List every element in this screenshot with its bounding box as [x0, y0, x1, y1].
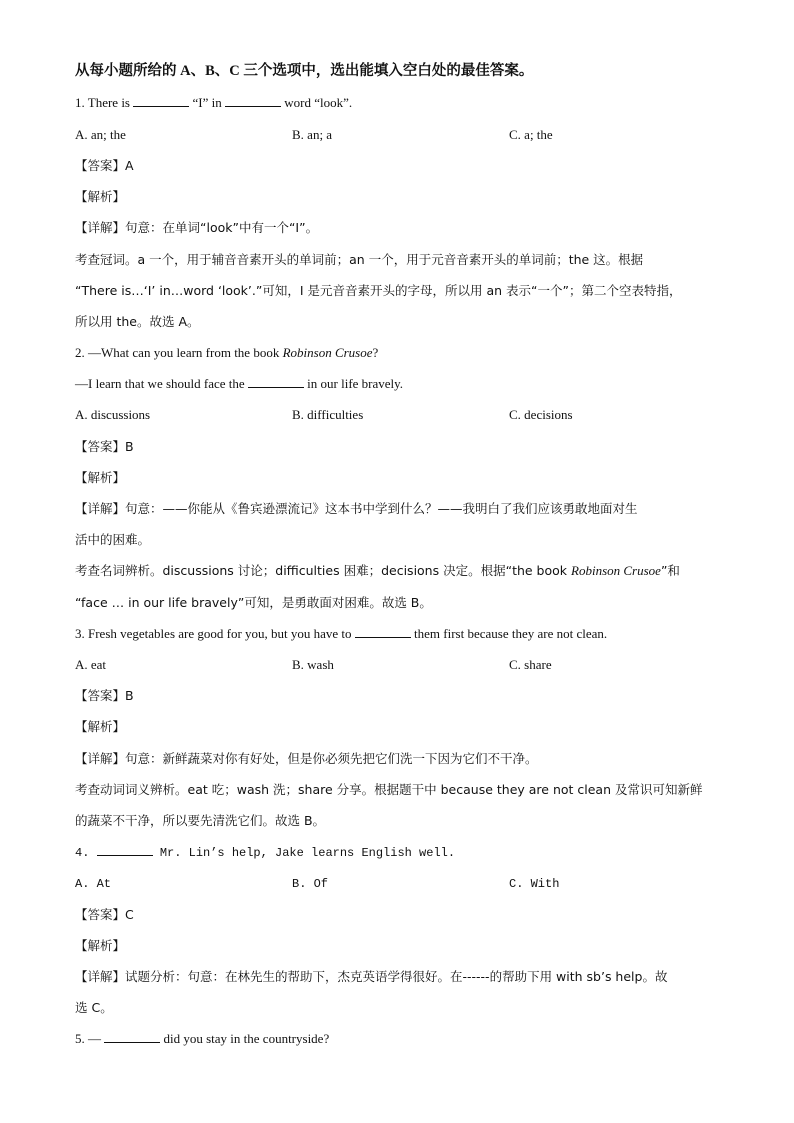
question-1 — [75, 94, 352, 112]
question-2-detail-line: 【详解】句意：——你能从《鲁宾逊漂流记》这本书中学到什么？——我明白了我们应该勇敢地面对生 — [75, 501, 638, 516]
question-2-option-a: A. discussions — [75, 407, 151, 422]
question-4-text-a: 4. — [75, 846, 90, 860]
answer-blank — [355, 625, 411, 638]
detail-text: ”和 — [660, 563, 680, 578]
question-1-option-c: C. a; the — [509, 127, 553, 142]
question-3-analysis-label: 【解析】 — [75, 719, 126, 734]
question-4-option-a: A. At — [75, 877, 112, 891]
answer-blank — [133, 94, 189, 107]
question-3-option-b: B. wash — [292, 657, 334, 672]
book-title: Robinson Crusoe — [282, 345, 373, 360]
question-1-option-b: B. an; a — [292, 127, 333, 142]
question-3-detail-line: 的蔬菜不干净，所以要先清洗它们。故选 B。 — [75, 813, 326, 828]
question-5 — [75, 1030, 329, 1048]
question-1-text-c: word “look”. — [284, 95, 353, 110]
question-4-option-c: C. With — [509, 877, 560, 891]
question-3-answer: 【答案】B — [75, 688, 134, 703]
question-2 — [75, 344, 378, 362]
question-2-detail-line: “face … in our life bravely”可知，是勇敢面对困难。故选 B。 — [75, 595, 432, 610]
question-2-detail-line — [75, 562, 680, 580]
question-4-detail-line: 选 C。 — [75, 1000, 113, 1015]
question-3-detail-line: 考查动词词义辨析。eat 吃；wash 洗；share 分享。根据题干中 because they are not clean 及常识可知新鲜 — [75, 782, 703, 797]
question-2-response-a: —I learn that we should face the — [75, 376, 245, 391]
answer-blank — [225, 94, 281, 107]
question-3-option-a: A. eat — [75, 657, 107, 672]
question-2-response-b: in our life bravely. — [307, 376, 404, 391]
book-title: Robinson Crusoe — [571, 563, 661, 578]
question-2-answer: 【答案】B — [75, 439, 134, 454]
question-1-detail-line: 【详解】句意：在单词“look”中有一个“I”。 — [75, 220, 319, 235]
question-2-response — [75, 375, 403, 393]
question-5-text-a: 5. — — [75, 1031, 101, 1046]
section-instruction: 从每小题所给的 A、B、C 三个选项中，选出能填入空白处的最佳答案。 — [75, 63, 534, 79]
answer-blank — [104, 1030, 160, 1043]
question-1-text-a: 1. There is — [75, 95, 130, 110]
question-1-detail-line: 所以用 the。故选 A。 — [75, 314, 200, 329]
question-4-detail-line: 【详解】试题分析：句意：在林先生的帮助下，杰克英语学得很好。在------的帮助下用 with sb’s help。故 — [75, 969, 668, 984]
question-1-option-a: A. an; the — [75, 127, 126, 142]
question-1-analysis-label: 【解析】 — [75, 189, 126, 204]
question-3 — [75, 625, 607, 643]
question-1-text-b: “I” in — [192, 95, 222, 110]
question-2-detail-line: 活中的困难。 — [75, 532, 151, 547]
answer-blank — [248, 375, 304, 388]
question-4-option-b: B. Of — [292, 877, 329, 891]
question-4-answer: 【答案】C — [75, 907, 134, 922]
question-5-text-b: did you stay in the countryside? — [163, 1031, 330, 1046]
question-3-detail-line: 【详解】句意：新鲜蔬菜对你有好处，但是你必须先把它们洗一下因为它们不干净。 — [75, 751, 538, 766]
question-4-text-b: Mr. Lin’s help, Jake learns English well. — [159, 846, 456, 860]
detail-text: 考查名词辨析。discussions 讨论；difficulties 困难；decisions 决定。根据“the book — [75, 563, 568, 578]
question-2-text-a: 2. —What can you learn from the book — [75, 345, 280, 360]
question-2-text-b: ? — [372, 345, 379, 360]
question-2-option-c: C. decisions — [509, 407, 573, 422]
question-4 — [75, 843, 455, 862]
question-3-text-a: 3. Fresh vegetables are good for you, but you have to — [75, 626, 352, 641]
question-3-option-c: C. share — [509, 657, 552, 672]
question-1-detail-line: “There is…‘I’ in…word ‘look’.”可知，I 是元音音素开头的字母，所以用 an 表示“一个”；第二个空表特指， — [75, 283, 682, 298]
question-1-answer: 【答案】A — [75, 158, 134, 173]
question-2-option-b: B. difficulties — [292, 407, 364, 422]
answer-blank — [97, 843, 153, 856]
question-3-text-b: them first because they are not clean. — [414, 626, 608, 641]
question-4-analysis-label: 【解析】 — [75, 938, 126, 953]
question-1-detail-line: 考查冠词。a 一个，用于辅音音素开头的单词前；an 一个，用于元音音素开头的单词前；the 这。根据 — [75, 252, 644, 267]
question-2-analysis-label: 【解析】 — [75, 470, 126, 485]
